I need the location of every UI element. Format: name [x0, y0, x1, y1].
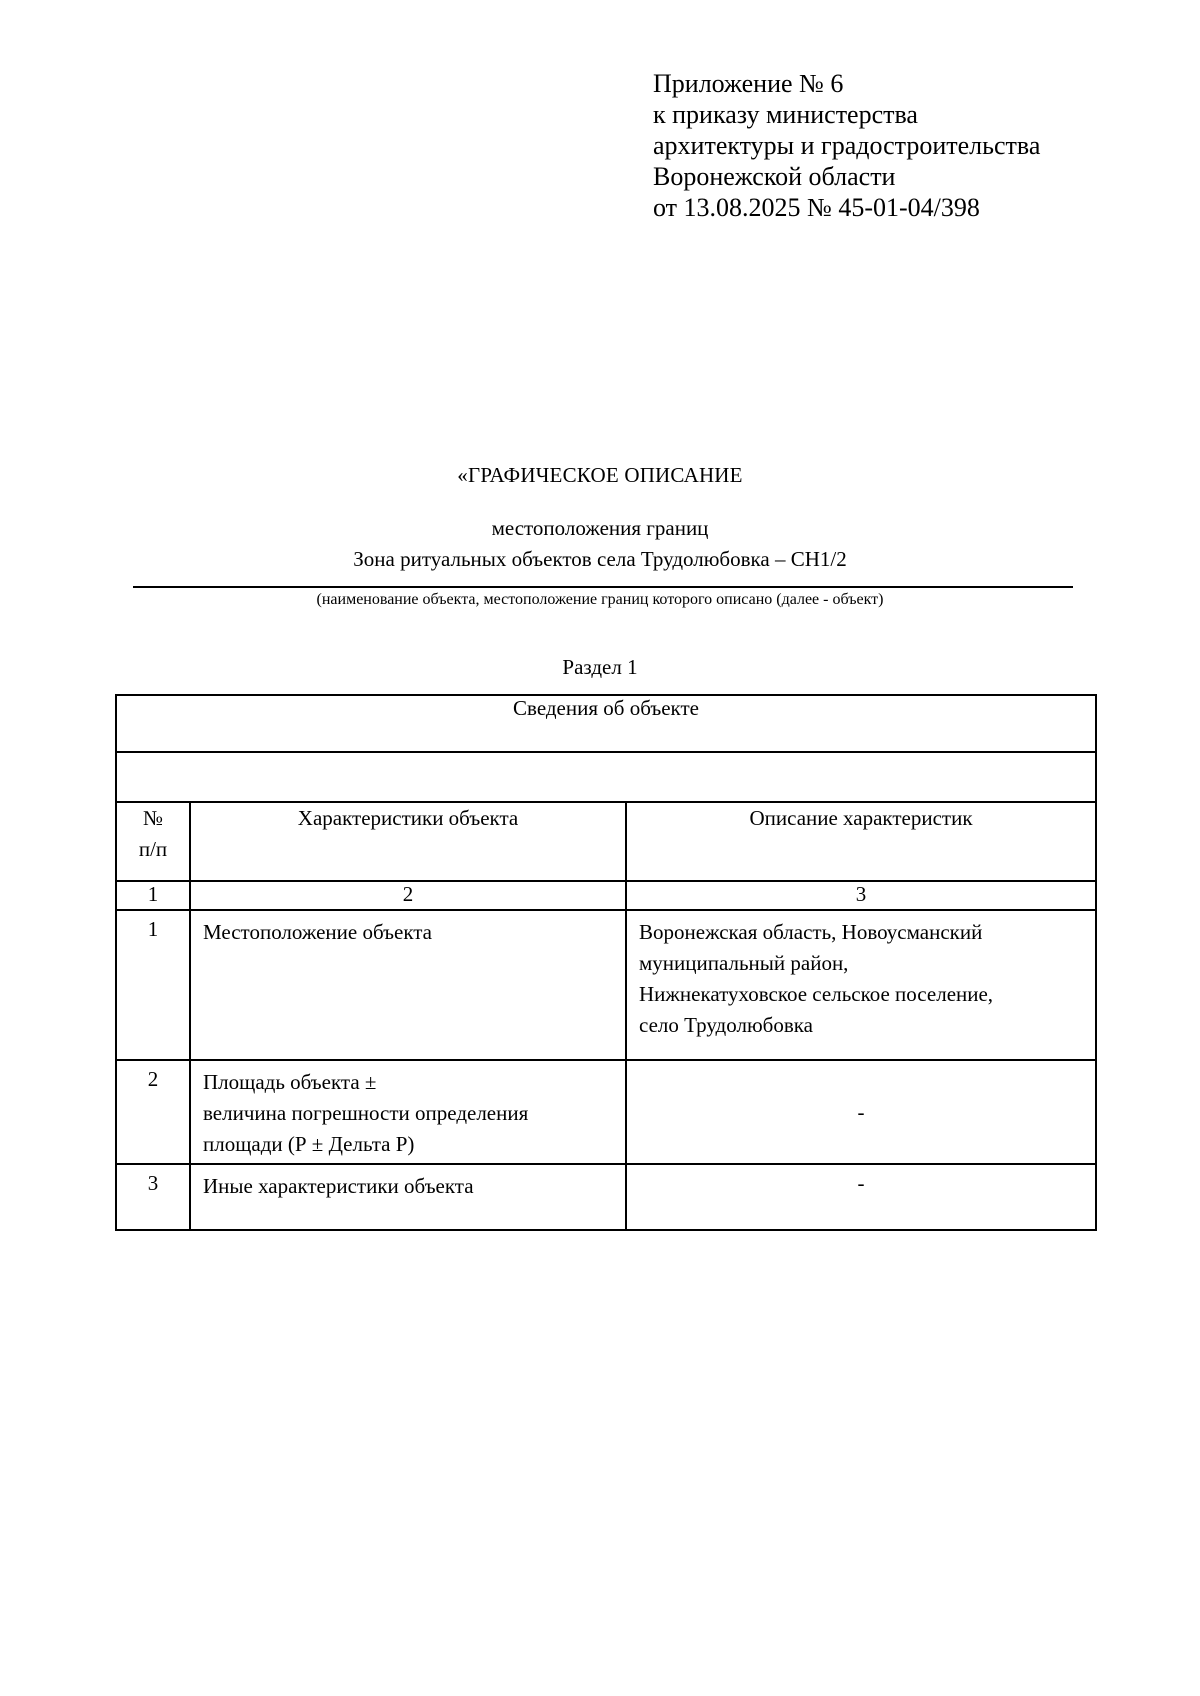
column-header-row	[116, 802, 1096, 881]
column-header-description: Описание характеристик	[626, 802, 1096, 881]
description-line: село Трудолюбовка	[639, 1013, 813, 1037]
column-header-num-line: п/п	[138, 837, 168, 861]
appendix-line: Приложение № 6	[653, 69, 844, 98]
row-characteristic	[190, 910, 626, 1060]
appendix-line: архитектуры и градостроительства	[653, 131, 1041, 160]
row-characteristic	[190, 1164, 626, 1230]
table-row	[116, 1164, 1096, 1230]
table-row	[116, 910, 1096, 1060]
table-heading-row	[116, 695, 1096, 752]
description-line: муниципальный район,	[639, 951, 849, 975]
row-characteristic	[190, 1060, 626, 1164]
empty-cell	[116, 752, 1096, 802]
appendix-line: от 13.08.2025 № 45-01-04/398	[653, 193, 980, 222]
characteristic-line: величина погрешности определения	[203, 1101, 529, 1125]
characteristic-line: Площадь объекта ±	[203, 1070, 377, 1094]
appendix-line: к приказу министерства	[653, 100, 918, 129]
underline-divider	[133, 586, 1073, 588]
description-line: Нижнекатуховское сельское поселение,	[639, 982, 994, 1006]
column-header-num-line: №	[142, 806, 164, 830]
object-name: Зона ритуальных объектов села Трудолюбовка – СН1/2	[353, 547, 847, 571]
appendix-block	[653, 68, 1040, 223]
column-number-row	[116, 881, 1096, 910]
characteristic-line: Местоположение объекта	[203, 920, 433, 944]
column-number: 1	[116, 881, 190, 910]
characteristic-line: площади (Р ± Дельта Р)	[203, 1132, 415, 1156]
description-line: Воронежская область, Новоусманский	[639, 920, 983, 944]
column-number: 2	[190, 881, 626, 910]
row-description: -	[626, 1060, 1096, 1164]
document-subtitle	[0, 513, 1200, 575]
object-name-caption: (наименование объекта, местоположение границ которого описано (далее - объект)	[316, 591, 884, 608]
section-title: Раздел 1	[562, 655, 638, 679]
row-description	[626, 910, 1096, 1060]
row-description: -	[626, 1164, 1096, 1230]
column-header-num	[116, 802, 190, 881]
table-row	[116, 1060, 1096, 1164]
empty-row	[116, 752, 1096, 802]
document-title: «ГРАФИЧЕСКОЕ ОПИСАНИЕ	[457, 463, 743, 487]
row-number: 1	[116, 910, 190, 1060]
appendix-line: Воронежской области	[653, 162, 896, 191]
column-header-characteristics: Характеристики объекта	[190, 802, 626, 881]
row-number: 3	[116, 1164, 190, 1230]
characteristic-line: Иные характеристики объекта	[203, 1174, 474, 1198]
subtitle-line: местоположения границ	[491, 516, 709, 540]
object-info-table	[115, 694, 1097, 1231]
row-number: 2	[116, 1060, 190, 1164]
column-number: 3	[626, 881, 1096, 910]
table-heading: Сведения об объекте	[116, 695, 1096, 752]
